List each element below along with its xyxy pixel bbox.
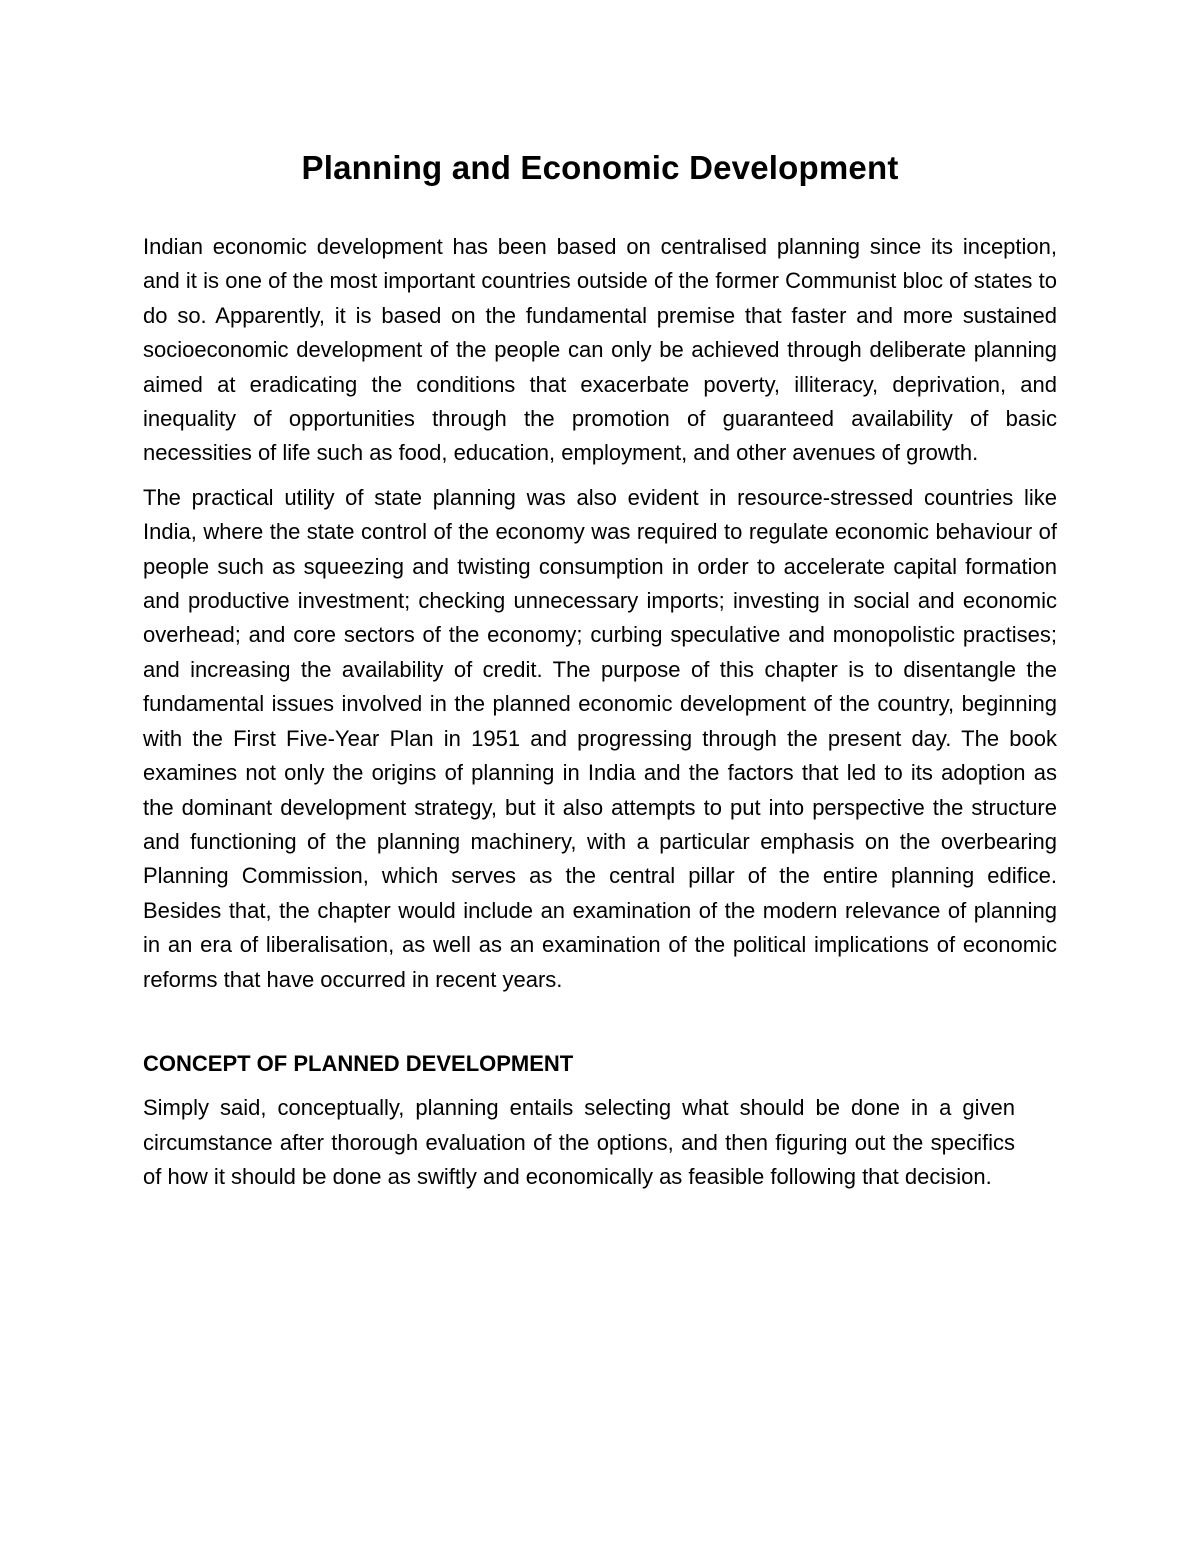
concept-paragraph: Simply said, conceptually, planning entails selecting what should be done in a given circumstance after thorough evaluation of the options, and then figuring out the specifics of how it should be done as swiftly and economically as feasible following that decision. bbox=[143, 1095, 1015, 1190]
document-body bbox=[143, 148, 1057, 1195]
intro-paragraph: Indian economic development has been based on centralised planning since its inception, and it is one of the most important countries outside of the former Communist bloc of states to do so. Apparently, it is based on the fundamental premise that faster and more sustained socioeconomic development of the people can only be achieved through deliberate planning aimed at eradicating the conditions that exacerbate poverty, illiteracy, deprivation, and inequality of opportunities through the promotion of guaranteed availability of basic necessities of life such as food, education, employment, and other avenues of growth. bbox=[143, 234, 1057, 466]
section-heading: CONCEPT OF PLANNED DEVELOPMENT bbox=[143, 1050, 574, 1076]
document-title: Planning and Economic Development bbox=[301, 149, 899, 186]
state-planning-paragraph: The practical utility of state planning was also evident in resource-stressed countries like India, where the state control of the economy was required to regulate economic behaviour of people such as squeezing and twisting consumption in order to accelerate capital formation and productive investment; checking unnecessary imports; investing in social and economic overhead; and core sectors of the economy; curbing speculative and monopolistic practises; and increasing the availability of credit. The purpose of this chapter is to disentangle the fundamental issues involved in the planned economic development of the country, beginning with the First Five-Year Plan in 1951 and progressing through the present day. The book examines not only the origins of planning in India and the factors that led to its adoption as the dominant development strategy, but it also attempts to put into perspective the structure and functioning of the planning machinery, with a particular emphasis on the overbearing Planning Commission, which serves as the central pillar of the entire planning edifice. Besides that, the chapter would include an examination of the modern relevance of planning in an era of liberalisation, as well as an examination of the political implications of economic reforms that have occurred in recent years. bbox=[143, 484, 1057, 992]
